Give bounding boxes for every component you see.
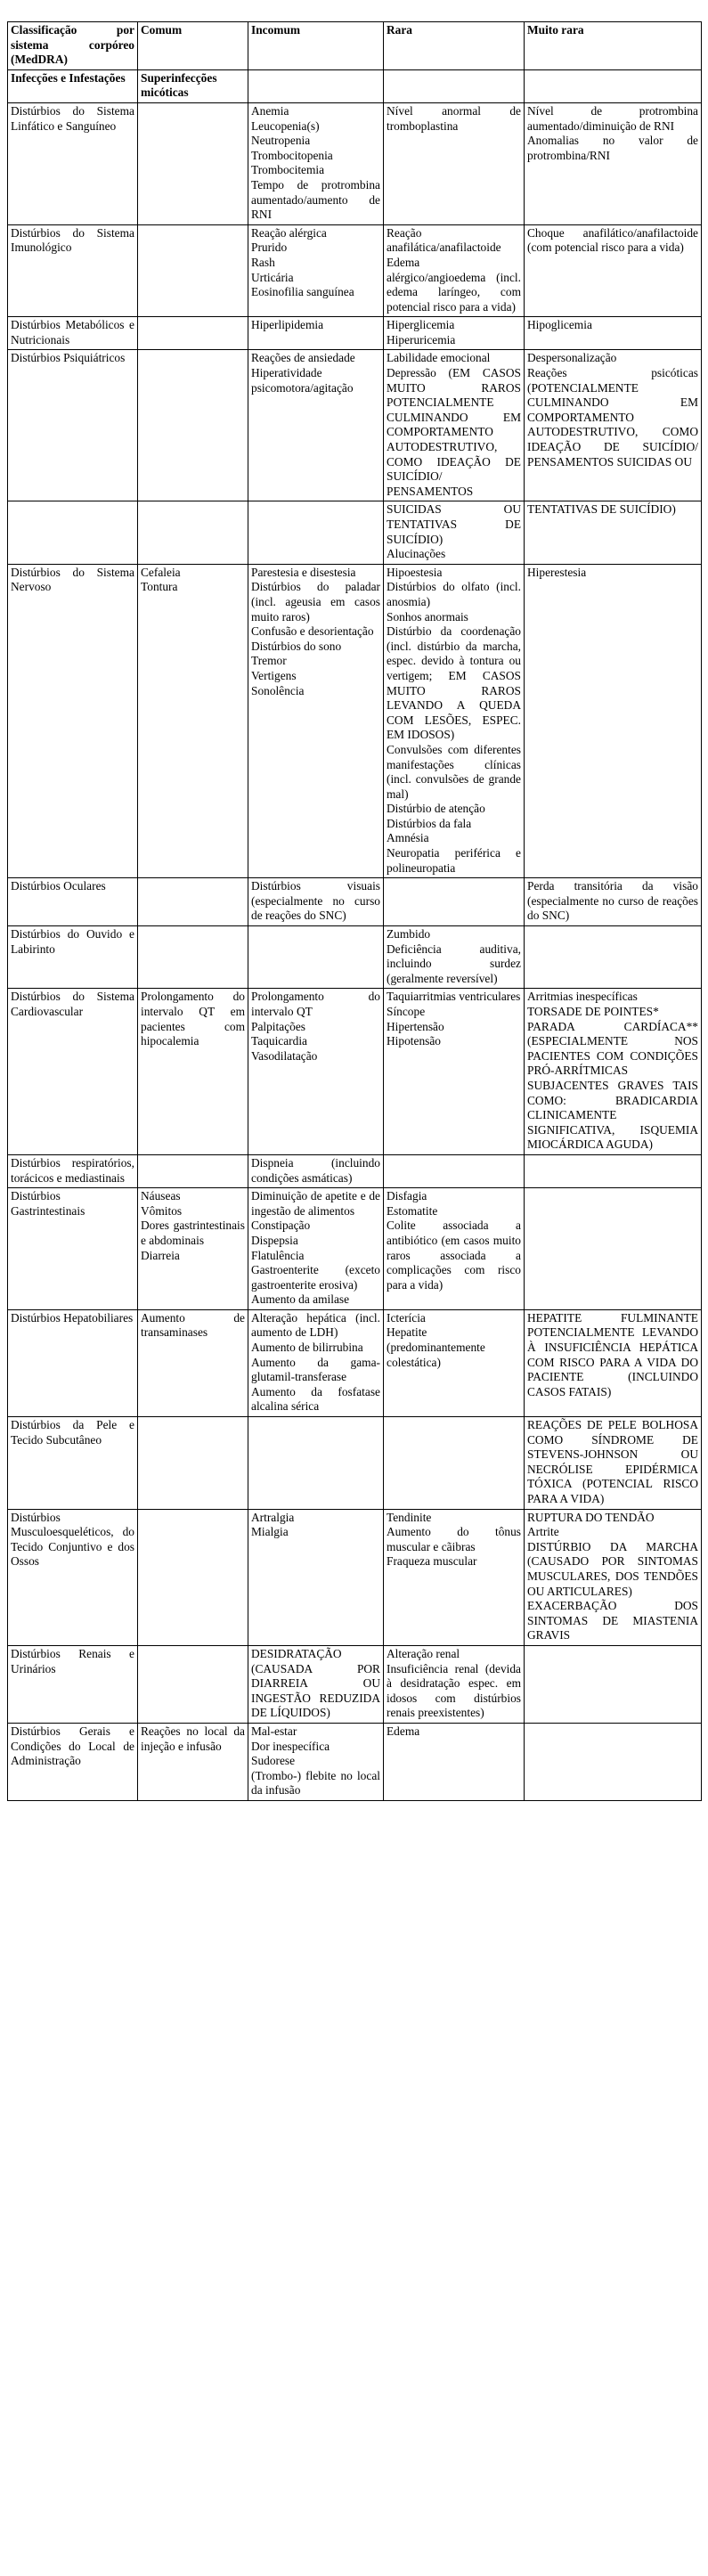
rare-cell (384, 1509, 525, 1645)
cell-text: Cefaleia (141, 565, 181, 579)
cell-text: Aumento do tônus muscular e cãibras (387, 1525, 521, 1553)
table-row (8, 1645, 702, 1723)
cell-text: Depressão (EM CASOS MUITO RAROS POTENCIALMENTE CULMINANDO EM COMPORTAMENTO AUTODESTRUTIVO, COMO IDEAÇÃO DE SUICÍDIO/ PENSAMENTOS (387, 366, 521, 498)
very-rare-cell (525, 1309, 702, 1416)
cell-text: Perda transitória da visão (especialmente no curso de reações do SNC) (527, 879, 698, 923)
cell-text: Nível de protrombina aumentado/diminuição de RNI (527, 103, 698, 133)
cell-text: Anemia (251, 103, 289, 118)
uncommon-cell (248, 69, 384, 102)
very-rare-cell (525, 564, 702, 877)
very-rare-cell (525, 1154, 702, 1187)
cell-text: Deficiência auditiva, incluindo surdez (geralmente reversível) (387, 942, 521, 985)
cell-text: Constipação (251, 1219, 311, 1233)
table-row (8, 1188, 702, 1310)
table-row (8, 1417, 702, 1510)
common-cell (138, 1645, 248, 1723)
cell-text: EXACERBAÇÃO DOS SINTOMAS DE MIASTENIA GRAVIS (527, 1599, 698, 1643)
cell-text: Prolongamento do intervalo QT em pacientes com hipocalemia (141, 990, 245, 1048)
system-class-cell (8, 926, 138, 989)
uncommon-cell (248, 1154, 384, 1187)
cell-text: Hipertensão (387, 1019, 444, 1033)
table-row (8, 501, 702, 564)
cell-text: Distúrbios Musculoesqueléticos, do Tecido Conjuntivo e dos Ossos (11, 1510, 134, 1569)
uncommon-cell (248, 926, 384, 989)
system-class-cell (8, 224, 138, 317)
system-class-cell (8, 1417, 138, 1510)
cell-text: SUICIDAS OU TENTATIVAS DE SUICÍDIO) (387, 502, 521, 546)
cell-text: RUPTURA DO TENDÃO (527, 1510, 655, 1524)
cell-text: Parestesia e disestesia (251, 565, 356, 579)
uncommon-cell (248, 1723, 384, 1800)
common-cell (138, 926, 248, 989)
cell-text: Distúrbios do paladar (incl. ageusia em casos muito raros) (251, 580, 380, 624)
rare-cell (384, 350, 525, 501)
uncommon-cell (248, 989, 384, 1155)
very-rare-cell (525, 317, 702, 350)
cell-text: Distúrbios do Ouvido e Labirinto (11, 927, 134, 956)
cell-text: Trombocitemia (251, 163, 325, 177)
cell-text: Aumento de bilirrubina (251, 1341, 363, 1355)
table-header-row (8, 22, 702, 70)
uncommon-cell (248, 350, 384, 501)
very-rare-cell (525, 224, 702, 317)
system-class-cell (8, 69, 138, 102)
very-rare-cell (525, 1645, 702, 1723)
cell-text: Distúrbios do sono (251, 639, 342, 653)
uncommon-cell (248, 564, 384, 877)
cell-text: Diarreia (141, 1248, 180, 1262)
uncommon-cell (248, 224, 384, 317)
cell-text: Dor inespecífica (251, 1739, 330, 1753)
cell-text: Reações no local da injeção e infusão (141, 1724, 245, 1753)
rare-cell (384, 1645, 525, 1723)
common-cell (138, 69, 248, 102)
cell-text: Edema alérgico/angioedema (incl. edema laríngeo, com potencial risco para a vida) (387, 255, 521, 314)
cell-text: PARADA CARDÍACA** (ESPECIALMENTE NOS PACIENTES COM CONDIÇÕES PRÓ-ARRÍTMICAS SUBJACENTES GRAVES TAIS COMO: BRADICARDIA CLINICAMENTE SIGNIFICATIVA, ISQUEMIA MIOCÁRDICA AGUDA) (527, 1019, 698, 1152)
cell-text: Artralgia (251, 1510, 295, 1524)
uncommon-cell (248, 878, 384, 926)
uncommon-cell (248, 317, 384, 350)
cell-text: Distúrbios Psiquiátricos (11, 351, 126, 365)
cell-text: Disfagia (387, 1189, 427, 1203)
cell-text: Sonolência (251, 683, 305, 697)
cell-text: Distúrbios respiratórios, torácicos e mediastinais (11, 1155, 134, 1185)
cell-text: Dispneia (incluindo condições asmáticas) (251, 1155, 380, 1185)
uncommon-cell (248, 1645, 384, 1723)
cell-text: Vômitos (141, 1203, 183, 1218)
cell-text: Dores gastrintestinais e abdominais (141, 1219, 245, 1247)
system-class-cell (8, 1309, 138, 1416)
uncommon-cell (248, 1309, 384, 1416)
cell-text: TORSADE DE POINTES* (527, 1005, 659, 1018)
system-class-cell (8, 317, 138, 350)
rare-cell (384, 1723, 525, 1800)
rare-cell (384, 224, 525, 317)
system-class-cell (8, 1723, 138, 1800)
uncommon-cell (248, 501, 384, 564)
cell-text: Labilidade emocional (387, 351, 491, 365)
system-class-cell (8, 102, 138, 224)
table-row (8, 1509, 702, 1645)
cell-text: Mal-estar (251, 1724, 297, 1738)
cell-text: Despersonalização (527, 351, 617, 365)
rare-cell (384, 317, 525, 350)
uncommon-cell (248, 1417, 384, 1510)
cell-text: Aumento de transaminases (141, 1310, 245, 1340)
rare-cell (384, 501, 525, 564)
cell-text: Tremor (251, 654, 287, 668)
cell-text: Distúrbios do Sistema Nervoso (11, 565, 134, 594)
very-rare-cell (525, 1417, 702, 1510)
cell-text: Aumento da fosfatase alcalina sérica (251, 1384, 380, 1414)
cell-text: Anomalias no valor de protrombina/RNI (527, 134, 698, 162)
rare-cell (384, 102, 525, 224)
uncommon-cell (248, 102, 384, 224)
cell-text: Alteração hepática (incl. aumento de LDH) (251, 1310, 380, 1340)
cell-text: Hiperestesia (527, 565, 587, 579)
header-system-class: Classificação por sistema corpóreo (MedDRA) (8, 22, 138, 70)
rare-cell (384, 1309, 525, 1416)
cell-text: Distúrbios do Sistema Linfático e Sanguíneo (11, 103, 134, 133)
rare-cell (384, 926, 525, 989)
cell-text: Hiperatividade psicomotora/agitação (251, 366, 354, 395)
cell-text: Náuseas (141, 1189, 181, 1203)
cell-text: DISTÚRBIO DA MARCHA (CAUSADO POR SINTOMAS MUSCULARES, DOS TENDÕES OU ARTICULARES) (527, 1539, 698, 1598)
common-cell (138, 350, 248, 501)
cell-text: Trombocitopenia (251, 148, 333, 162)
cell-text: Distúrbios Hepatobiliares (11, 1310, 134, 1325)
rare-cell (384, 1417, 525, 1510)
cell-text: Estomatite (387, 1203, 438, 1218)
system-class-cell (8, 501, 138, 564)
cell-text: Taquicardia (251, 1034, 308, 1048)
system-class-cell (8, 1188, 138, 1310)
common-cell (138, 1417, 248, 1510)
cell-text: Hiperuricemia (387, 332, 456, 346)
cell-text: Tempo de protrombina aumentado/aumento de RNI (251, 177, 380, 222)
rare-cell (384, 564, 525, 877)
common-cell (138, 317, 248, 350)
system-class-cell (8, 564, 138, 877)
cell-text: Hiperglicemia (387, 318, 455, 332)
system-class-cell (8, 1154, 138, 1187)
header-very-rare: Muito rara (525, 22, 702, 70)
cell-text: Sonhos anormais (387, 609, 468, 624)
table-body (8, 69, 702, 1800)
cell-text: Aumento da amilase (251, 1292, 350, 1307)
cell-text: Distúrbios do olfato (incl. anosmia) (387, 580, 521, 608)
cell-text: Alteração renal (387, 1646, 460, 1660)
header-common: Comum (138, 22, 248, 70)
rare-cell (384, 1154, 525, 1187)
rare-cell (384, 878, 525, 926)
common-cell (138, 1509, 248, 1645)
cell-text: Hiperlipidemia (251, 318, 324, 332)
cell-text: Hepatite (predominantemente colestática) (387, 1325, 485, 1369)
cell-text: Vertigens (251, 668, 297, 682)
table-row (8, 224, 702, 317)
cell-text: Distúrbios Gerais e Condições do Local de Administração (11, 1724, 134, 1768)
cell-text: HEPATITE FULMINANTE POTENCIALMENTE LEVANDO À INSUFICIÊNCIA HEPÁTICA COM RISCO PARA A VIDA DO PACIENTE (INCLUINDO CASOS FATAIS) (527, 1310, 698, 1398)
cell-text: Aumento da gama-glutamil-transferase (251, 1355, 380, 1384)
rare-cell (384, 989, 525, 1155)
cell-text: Palpitações (251, 1019, 305, 1033)
common-cell (138, 989, 248, 1155)
very-rare-cell (525, 989, 702, 1155)
common-cell (138, 878, 248, 926)
cell-text: Fraqueza muscular (387, 1554, 477, 1569)
common-cell (138, 1188, 248, 1310)
cell-text: Dispepsia (251, 1233, 298, 1247)
uncommon-cell (248, 1188, 384, 1310)
cell-text: Arritmias inespecíficas (527, 990, 638, 1004)
cell-text: Eosinofilia sanguínea (251, 285, 354, 299)
system-class-cell (8, 1645, 138, 1723)
very-rare-cell (525, 1509, 702, 1645)
cell-text: Hipotensão (387, 1034, 441, 1048)
cell-text: Rash (251, 255, 275, 269)
common-cell (138, 1154, 248, 1187)
very-rare-cell (525, 1188, 702, 1310)
very-rare-cell (525, 69, 702, 102)
table-row (8, 926, 702, 989)
very-rare-cell (525, 1723, 702, 1800)
rare-cell (384, 69, 525, 102)
cell-text: Vasodilatação (251, 1048, 318, 1063)
cell-text: Distúrbio da coordenação (incl. distúrbio da marcha, espec. devido à tontura ou vertigem; EM CASOS MUITO RAROS LEVANDO A QUEDA COM LESÕES, ESPEC. EM IDOSOS) (387, 624, 521, 742)
cell-text: REAÇÕES DE PELE BOLHOSA COMO SÍNDROME DE STEVENS-JOHNSON OU NECRÓLISE EPIDÉRMICA TÓXICA (POTENCIAL RISCO PARA A VIDA) (527, 1418, 698, 1505)
cell-text: Taquiarritmias ventriculares (387, 990, 521, 1004)
cell-text: Reações de ansiedade (251, 351, 355, 365)
common-cell (138, 102, 248, 224)
cell-text: Distúrbios Oculares (11, 879, 106, 893)
cell-text: Síncope (387, 1005, 426, 1018)
cell-text: Choque anafilático/anafilactoide (com potencial risco para a vida) (527, 225, 698, 255)
adverse-reactions-table (7, 21, 702, 1801)
cell-text: Prurido (251, 240, 288, 255)
table-row (8, 1154, 702, 1187)
system-class-cell (8, 878, 138, 926)
cell-text: Distúrbios da Pele e Tecido Subcutâneo (11, 1418, 134, 1447)
system-class-cell (8, 989, 138, 1155)
cell-text: Diminuição de apetite e de ingestão de alimentos (251, 1189, 380, 1218)
table-row (8, 317, 702, 350)
cell-text: Insuficiência renal (devida à desidratação espec. em idosos com distúrbios renais preexistentes) (387, 1661, 521, 1720)
cell-text: Mialgia (251, 1525, 289, 1539)
table-row (8, 1723, 702, 1800)
cell-text: Distúrbio de atenção (387, 802, 485, 816)
cell-text: Confusão e desorientação (251, 624, 374, 639)
table-row (8, 878, 702, 926)
common-cell (138, 1309, 248, 1416)
cell-text: Superinfecções micóticas (141, 70, 217, 100)
system-class-cell (8, 350, 138, 501)
system-class-cell (8, 1509, 138, 1645)
cell-text: Distúrbios da fala (387, 816, 472, 830)
cell-text: Prolongamento do intervalo QT (251, 990, 380, 1018)
very-rare-cell (525, 926, 702, 989)
header-uncommon: Incomum (248, 22, 384, 70)
cell-text: Zumbido (387, 927, 431, 942)
cell-text: Edema (387, 1724, 420, 1738)
rare-cell (384, 1188, 525, 1310)
cell-text: Infecções e Infestações (11, 70, 126, 85)
very-rare-cell (525, 501, 702, 564)
cell-text: Hipoestesia (387, 565, 443, 579)
cell-text: Amnésia (387, 831, 429, 845)
cell-text: Tendinite (387, 1510, 432, 1524)
common-cell (138, 1723, 248, 1800)
cell-text: Distúrbios Gastrintestinais (11, 1189, 85, 1218)
very-rare-cell (525, 878, 702, 926)
cell-text: Urticária (251, 270, 294, 284)
table-row (8, 564, 702, 877)
cell-text: DESIDRATAÇÃO (CAUSADA POR DIARREIA OU INGESTÃO REDUZIDA DE LÍQUIDOS) (251, 1646, 380, 1720)
cell-text: Alucinações (387, 547, 446, 561)
cell-text: Neutropenia (251, 134, 311, 148)
table-row (8, 102, 702, 224)
table-row (8, 350, 702, 501)
cell-text: Colite associada a antibiótico (em casos muito raros associada a complicações com risco para a vida) (387, 1219, 521, 1292)
cell-text: Reação anafilática/anafilactoide (387, 225, 501, 255)
table-row (8, 69, 702, 102)
cell-text: Distúrbios visuais (especialmente no curso de reações do SNC) (251, 879, 380, 923)
cell-text: Hipoglicemia (527, 318, 592, 332)
cell-text: Sudorese (251, 1754, 296, 1768)
cell-text: Neuropatia periférica e polineuropatia (387, 846, 521, 875)
cell-text: Distúrbios do Sistema Imunológico (11, 225, 134, 255)
very-rare-cell (525, 350, 702, 501)
common-cell (138, 224, 248, 317)
header-rare: Rara (384, 22, 525, 70)
cell-text: Icterícia (387, 1310, 426, 1325)
cell-text: Distúrbios do Sistema Cardiovascular (11, 990, 134, 1018)
cell-text: Convulsões com diferentes manifestações clínicas (incl. convulsões de grande mal) (387, 742, 521, 801)
cell-text: Flatulência (251, 1248, 305, 1262)
cell-text: TENTATIVAS DE SUICÍDIO) (527, 502, 676, 517)
common-cell (138, 564, 248, 877)
cell-text: Distúrbios Metabólicos e Nutricionais (11, 318, 134, 346)
cell-text: Reações psicóticas (POTENCIALMENTE CULMINANDO EM COMPORTAMENTO AUTODESTRUTIVO, COMO IDEAÇÃO DE SUICÍDIO/ PENSAMENTOS SUICIDAS OU (527, 366, 698, 469)
table-row (8, 1309, 702, 1416)
cell-text: Gastroenterite (exceto gastroenterite erosiva) (251, 1263, 380, 1292)
table-row (8, 989, 702, 1155)
cell-text: (Trombo-) flebite no local da infusão (251, 1768, 380, 1797)
uncommon-cell (248, 1509, 384, 1645)
cell-text: Reação alérgica (251, 225, 327, 240)
cell-text: Leucopenia(s) (251, 118, 320, 133)
cell-text: Tontura (141, 580, 178, 594)
very-rare-cell (525, 102, 702, 224)
common-cell (138, 501, 248, 564)
cell-text: Distúrbios Renais e Urinários (11, 1646, 134, 1675)
cell-text: Artrite (527, 1525, 559, 1539)
cell-text: Nível anormal de tromboplastina (387, 103, 521, 133)
